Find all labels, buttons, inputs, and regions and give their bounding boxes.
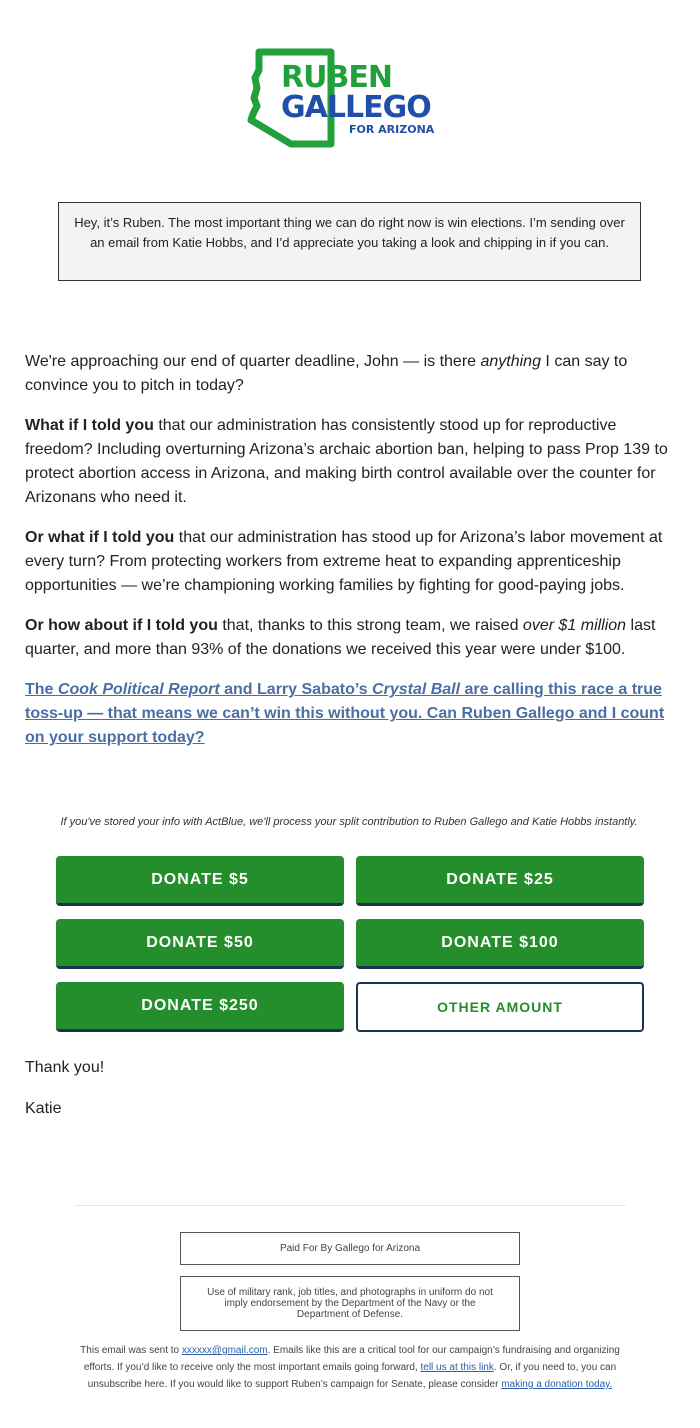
paragraph-deadline: We're approaching our end of quarter deadline, John — is there anything I can say to convince you to pitch in today?	[25, 353, 628, 394]
preferences-link[interactable]: tell us at this link	[420, 1362, 494, 1373]
actblue-note: If you've stored your info with ActBlue, we'll process your split contribution to Ruben Gallego and Katie Hobbs instantly.	[60, 816, 638, 828]
donate-250-button[interactable]: DONATE $250	[56, 982, 344, 1032]
paragraph-fundraising: Or how about if I told you that, thanks to this strong team, we raised over $1 million last quarter, and more than 93% of the donations we received this year were under $100.	[25, 617, 656, 658]
signature-name: Katie	[25, 1100, 62, 1117]
military-disclaimer-box: Use of military rank, job titles, and photographs in uniform do not imply endorsement by the Department of the Navy or the Department of Defense.	[180, 1276, 520, 1331]
paragraph-labor: Or what if I told you that our administration has stood up for Arizona’s labor movement at every turn? From protecting workers from extreme heat to expanding apprenticeship opportunities — we’re championing working families by fighting for good-paying jobs.	[25, 529, 663, 594]
recipient-email-link[interactable]: xxxxxx@gmail.com	[181, 1345, 268, 1356]
donate-25-button[interactable]: DONATE $25	[356, 856, 644, 906]
logo-line-ruben: RUBEN	[281, 60, 392, 95]
intro-note-box: Hey, it’s Ruben. The most important thing we can do right now is win elections. I’m sending over an email from Katie Hobbs, and I’d appreciate you taking a look and chipping in if you can.	[58, 202, 641, 281]
logo-line-gallego: GALLEGO	[281, 90, 431, 125]
donate-50-button[interactable]: DONATE $50	[56, 919, 344, 969]
logo-line-for-arizona: FOR ARIZONA	[349, 123, 435, 136]
donation-link[interactable]: making a donation today.	[501, 1379, 613, 1390]
paragraph-reproductive: What if I told you that our administration has consistently stood up for reproductive freedom? Including overturning Arizona’s archaic abortion ban, helping to pass Prop 139 to protect abortion access in Arizona, and making birth control available over the counter for Arizonans who need it.	[25, 417, 668, 506]
other-amount-button[interactable]: OTHER AMOUNT	[356, 982, 644, 1032]
footer-divider	[74, 1205, 626, 1206]
donate-100-button[interactable]: DONATE $100	[356, 919, 644, 969]
donate-5-button[interactable]: DONATE $5	[56, 856, 344, 906]
thanks-text: Thank you!	[25, 1059, 105, 1076]
cta-link[interactable]: The Cook Political Report and Larry Sabato’s Crystal Ball are calling this race a true toss-up — that means we can’t win this without you. Can Ruben Gallego and I count on your support today?	[25, 681, 665, 746]
paragraph-cta	[25, 678, 673, 750]
campaign-logo	[245, 48, 455, 152]
email-body	[25, 350, 673, 764]
signoff	[25, 1056, 104, 1138]
paid-for-box: Paid For By Gallego for Arizona	[180, 1232, 520, 1265]
footer-text: This email was sent to xxxxxx@gmail.com. Emails like this are a critical tool for our campaign’s fundraising and organizing efforts. If you’d like to receive only the most important emails going forward, tell us at this link. Or, if you need to, you can unsubscribe here. If you would like to support Ruben’s campaign for Senate, please consider making a donation today.	[80, 1345, 620, 1390]
